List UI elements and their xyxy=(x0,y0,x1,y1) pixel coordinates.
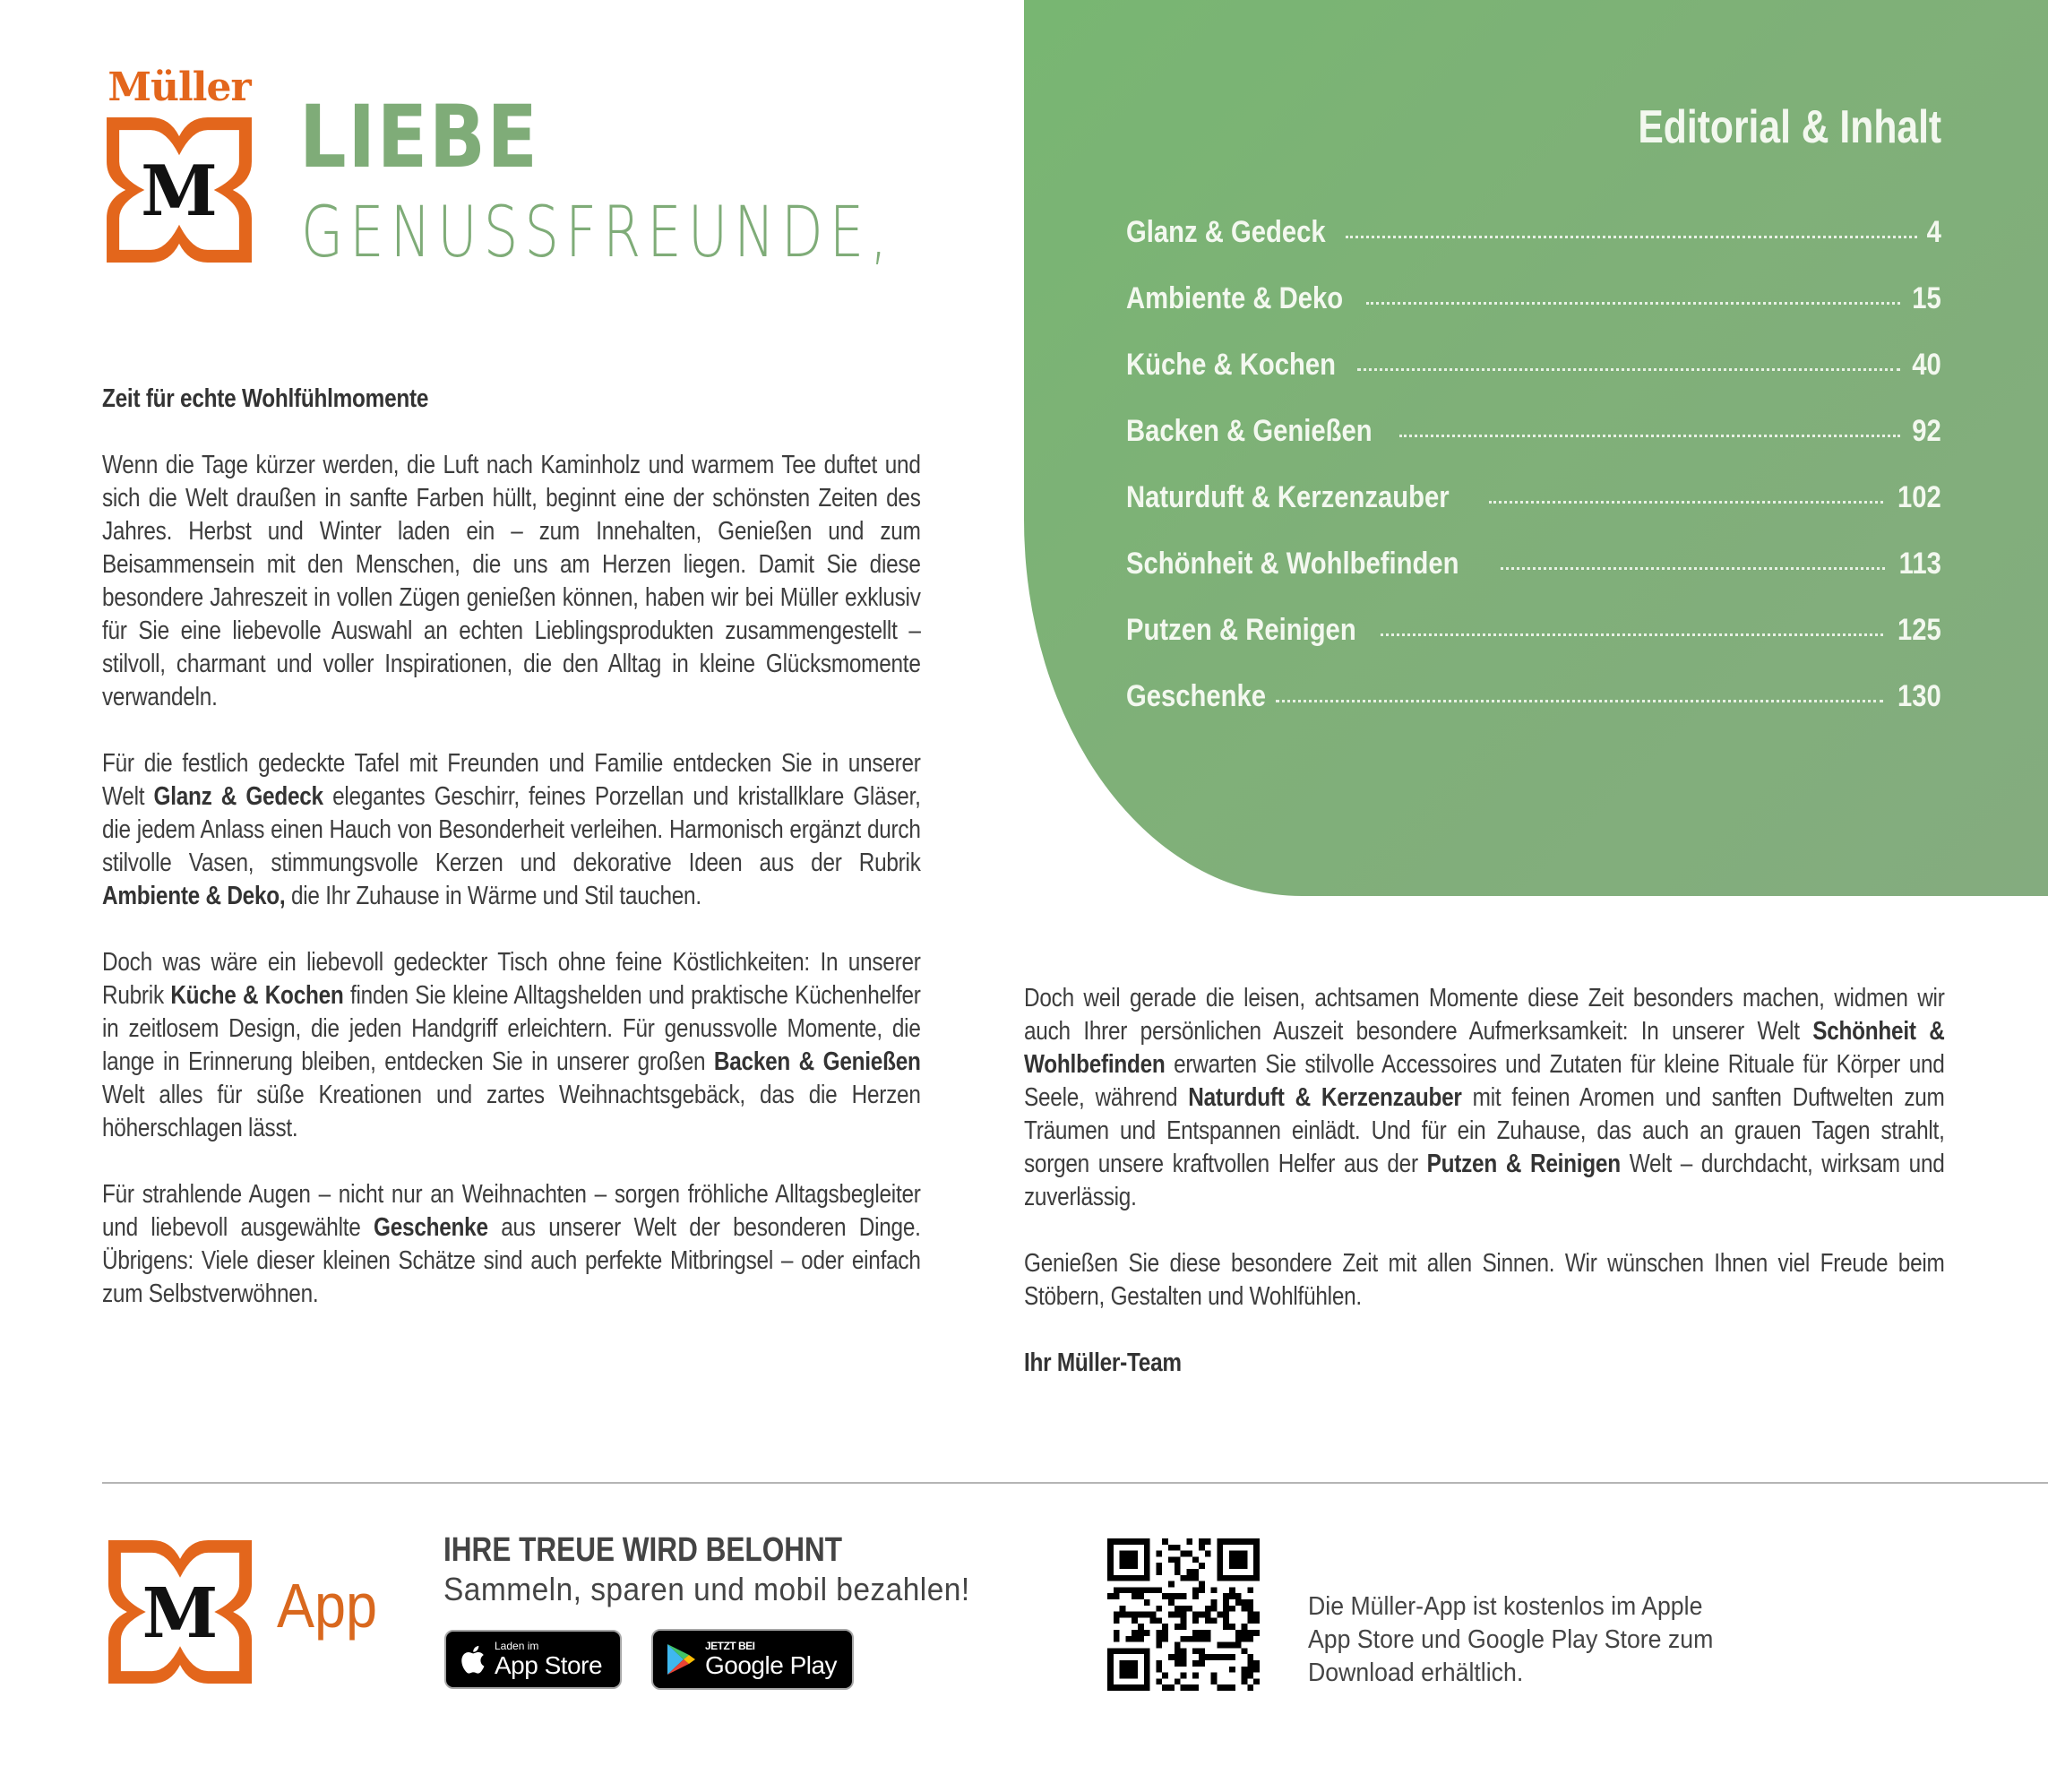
google-play-small-label: JETZT BEI xyxy=(705,1640,755,1652)
toc-item[interactable] xyxy=(1126,547,1941,613)
dot-leader xyxy=(1501,565,1885,570)
paragraph xyxy=(102,747,921,913)
paragraph xyxy=(102,946,921,1145)
category-highlight: Backen & Genießen xyxy=(713,1047,921,1076)
toc-item[interactable] xyxy=(1126,613,1941,679)
toc-item-label: Glanz & Gedeck xyxy=(1126,215,1326,249)
promo-subtitle: Sammeln, sparen und mobil bezahlen! xyxy=(443,1571,970,1607)
text-run: die Ihr Zuhause in Wärme und Stil tauchen. xyxy=(285,882,701,910)
app-download-description xyxy=(1308,1590,1736,1690)
google-play-label: Google Play xyxy=(705,1651,838,1679)
app-store-button[interactable] xyxy=(444,1630,622,1689)
qr-code-icon[interactable] xyxy=(1107,1538,1260,1691)
headline-line1: LIEBE xyxy=(299,87,539,187)
text-run: Welt – durchdacht, wirksam und zuverlässig. xyxy=(1024,1150,1945,1211)
toc-item[interactable] xyxy=(1126,414,1941,480)
category-highlight: Ambiente & Deko, xyxy=(102,882,286,910)
google-play-button[interactable] xyxy=(651,1629,854,1690)
svg-text:M: M xyxy=(141,151,218,233)
dot-leader xyxy=(1346,234,1917,238)
toc-item-page: 113 xyxy=(1898,547,1941,581)
category-highlight: Naturduft & Kerzenzauber xyxy=(1188,1083,1462,1112)
toc-item-label: Küche & Kochen xyxy=(1126,348,1336,382)
mueller-app-icon[interactable] xyxy=(102,1534,258,1690)
category-highlight: Küche & Kochen xyxy=(170,981,344,1010)
description-line: Die Müller-App ist kostenlos im Apple xyxy=(1308,1592,1703,1621)
toc-title: Editorial & Inhalt xyxy=(1638,101,1941,153)
toc-item[interactable] xyxy=(1126,348,1941,414)
mueller-flower-icon xyxy=(100,111,258,269)
toc-item-page: 102 xyxy=(1897,480,1941,514)
toc-item-label: Putzen & Reinigen xyxy=(1126,613,1356,647)
apple-icon xyxy=(459,1643,486,1676)
app-label: App xyxy=(277,1571,378,1641)
text-run: Genießen Sie diese besondere Zeit mit allen Sinnen. Wir wünschen Ihnen viel Freude beim Stöbern, Gestalten und Wohlfühlen. xyxy=(1024,1249,1945,1311)
category-highlight: Glanz & Gedeck xyxy=(153,782,323,811)
category-highlight: Putzen & Reinigen xyxy=(1426,1150,1621,1178)
toc-item-page: 125 xyxy=(1897,613,1941,647)
google-play-icon xyxy=(666,1642,696,1676)
brand-wordmark: Müller xyxy=(108,65,251,110)
text-run: erwarten Sie stilvolle Accessoires und Zutaten für kleine Rituale für Körper und Seele, während xyxy=(1024,1050,1945,1112)
paragraph xyxy=(1024,982,1945,1214)
app-store-small-label: Laden im xyxy=(495,1640,539,1652)
toc-item-page: 40 xyxy=(1912,348,1941,382)
toc-item[interactable] xyxy=(1126,679,1941,745)
toc-item-page: 15 xyxy=(1912,281,1941,315)
text-run: Für die festlich gedeckte Tafel mit Freunden und Familie entdecken Sie in unserer Welt xyxy=(102,749,921,811)
description-line: App Store und Google Play Store zum xyxy=(1308,1625,1714,1654)
app-store-label: App Store xyxy=(495,1651,603,1679)
text-run: mit feinen Aromen und sanften Duftwelten zum Träumen und Entspannen einlädt. Und für ein Zuhause, das auch an grauen Tagen strahlt, sorgen unsere kraftvollen Helfer aus der xyxy=(1024,1083,1945,1178)
toc-item-label: Geschenke xyxy=(1126,679,1267,713)
toc-item-label: Naturduft & Kerzenzauber xyxy=(1126,480,1450,514)
text-run: Doch was wäre ein liebevoll gedeckter Tisch ohne feine Köstlichkeiten: In unserer Rubrik xyxy=(102,948,921,1010)
editorial-right-column xyxy=(1024,982,1945,1413)
toc-item-label: Backen & Genießen xyxy=(1126,414,1373,448)
intro-heading: Zeit für echte Wohlfühlmomente xyxy=(102,384,429,413)
toc-item[interactable] xyxy=(1126,480,1941,547)
section-divider xyxy=(102,1482,2048,1484)
dot-leader xyxy=(1366,300,1901,305)
dot-leader xyxy=(1357,366,1900,371)
dot-leader xyxy=(1276,698,1883,702)
text-run: Wenn die Tage kürzer werden, die Luft nach Kaminholz und warmem Tee duftet und sich die Welt draußen in sanfte Farben hüllt, beginnt eine der schönsten Zeiten des Jahres. Herbst und Winter laden ein – zum Innehalten, Genießen und zum Beisammensein mit den Menschen, die uns am Herzen liegen. Damit Sie diese besondere Jahreszeit in vollen Zügen genießen können, haben wir bei Müller exklusiv für Sie eine liebevolle Auswahl an echten Lieblingsprodukten zusammengestellt – stilvoll, charmant und voller Inspirationen, die den Alltag in kleine Glücksmomente verwandeln. xyxy=(102,451,921,711)
text-run: Für strahlende Augen – nicht nur an Weihnachten – sorgen fröhliche Alltagsbegleiter und liebevoll ausgewählte xyxy=(102,1180,921,1242)
toc-item-label: Ambiente & Deko xyxy=(1126,281,1344,315)
text-run: finden Sie kleine Alltagshelden und praktische Küchenhelfer in zeitlosem Design, die jeden Handgriff erleichtern. Für genussvolle Momente, die lange in Erinnerung bleiben, entdecken Sie in unserer großen xyxy=(102,981,921,1076)
dot-leader xyxy=(1381,632,1883,636)
text-run: aus unserer Welt der besonderen Dinge. Übrigens: Viele dieser kleinen Schätze sind auch perfekte Mitbringsel – oder einfach zum Selbstverwöhnen. xyxy=(102,1213,921,1308)
toc-item[interactable] xyxy=(1126,281,1941,348)
signature: Ihr Müller-Team xyxy=(1024,1348,1182,1377)
headline-line2: GENUSSFREUNDE, xyxy=(301,193,894,273)
text-run: Doch weil gerade die leisen, achtsamen Momente diese Zeit besonders machen, widmen wir auch Ihrer persönlichen Auszeit besondere Aufmerksamkeit: In unserer Welt xyxy=(1024,984,1945,1046)
table-of-contents xyxy=(1126,215,1941,745)
svg-text:M: M xyxy=(142,1572,219,1654)
text-run: elegantes Geschirr, feines Porzellan und kristallklare Gläser, die jedem Anlass einen Hauch von Besonderheit verleihen. Harmonisch ergänzt durch stilvolle Vasen, stimmungsvolle Kerzen und dekorative Ideen aus der Rubrik xyxy=(102,782,921,877)
toc-item-page: 4 xyxy=(1926,215,1941,249)
description-line: Download erhältlich. xyxy=(1308,1658,1524,1687)
toc-item-page: 92 xyxy=(1912,414,1941,448)
category-highlight: Schönheit & Wohlbefinden xyxy=(1024,1017,1945,1079)
brand-logo[interactable] xyxy=(100,65,258,269)
dot-leader xyxy=(1489,499,1883,504)
text-run: Welt alles für süße Kreationen und zartes Weihnachtsgebäck, das die Herzen höherschlagen lässt. xyxy=(102,1081,921,1142)
category-highlight: Geschenke xyxy=(374,1213,488,1242)
promo-title: IHRE TREUE WIRD BELOHNT xyxy=(443,1531,843,1569)
dot-leader xyxy=(1399,433,1900,437)
toc-item[interactable] xyxy=(1126,215,1941,281)
paragraph xyxy=(1024,1247,1945,1314)
toc-item-page: 130 xyxy=(1897,679,1941,713)
editorial-left-column xyxy=(102,383,921,1344)
paragraph xyxy=(102,449,921,714)
paragraph xyxy=(102,1178,921,1311)
toc-item-label: Schönheit & Wohlbefinden xyxy=(1126,547,1459,581)
